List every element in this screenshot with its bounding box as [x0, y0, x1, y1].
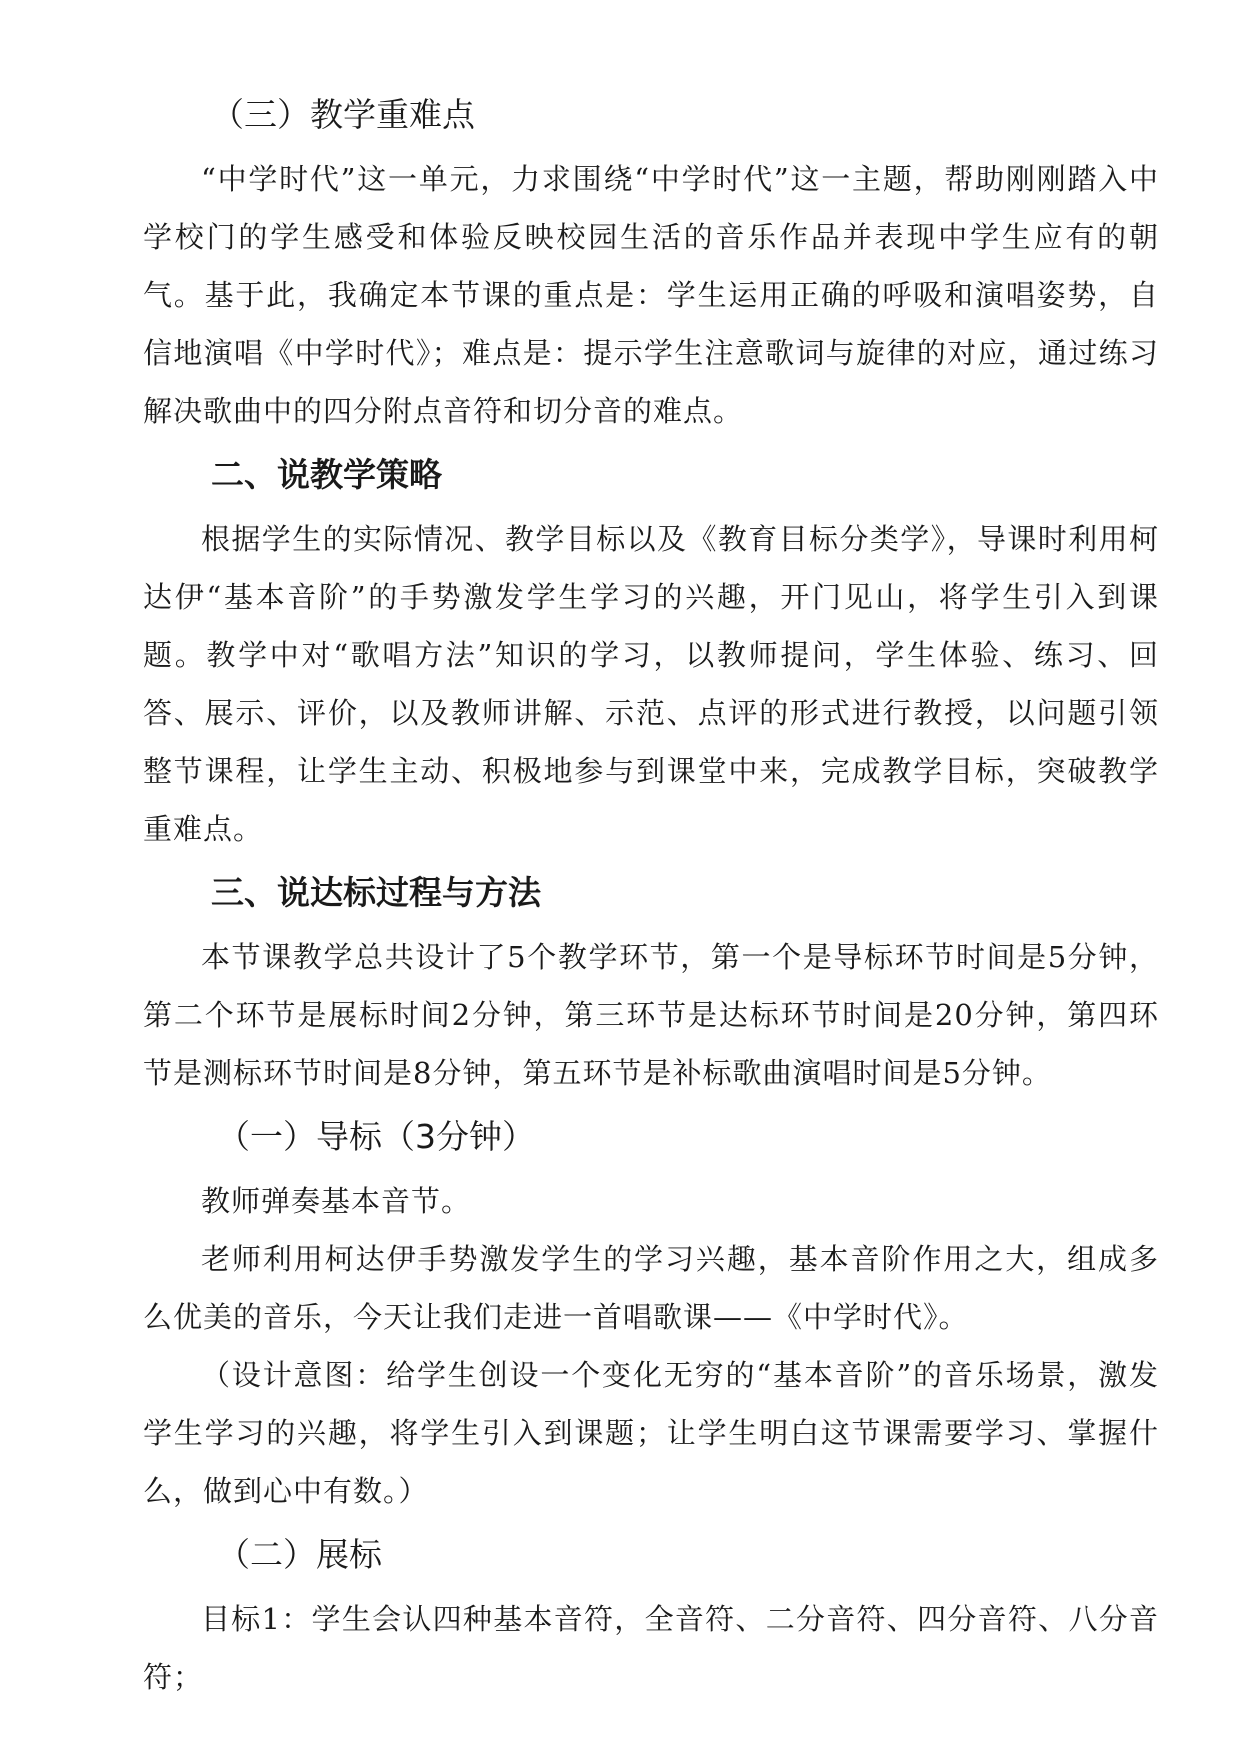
section-heading-show-target: （二）展标 — [217, 1535, 382, 1574]
paragraph-guide-target-1: 教师弹奏基本音节。 — [201, 1184, 472, 1218]
document-body — [143, 80, 1159, 1706]
paragraph-teaching-strategy: 根据学生的实际情况、教学目标以及《教育目标分类学》，导课时利用柯达伊“基本音阶”的手势激发学生学习的兴趣，开门见山，将学生引入到课题。教学中对“歌唱方法”知识的学习，以教师提问，学生体验、练习、回答、展示、评价，以及教师讲解、示范、点评的形式进行教授，以问题引领整节课程，让学生主动、积极地参与到课堂中来，完成教学目标，突破教学重难点。 — [143, 522, 1159, 846]
paragraph-key-difficult-points: “中学时代”这一单元，力求围绕“中学时代”这一主题，帮助刚刚踏入中学校门的学生感受和体验反映校园生活的音乐作品并表现中学生应有的朝气。基于此，我确定本节课的重点是：学生运用正确的呼吸和演唱姿势，自信地演唱《中学时代》；难点是：提示学生注意歌词与旋律的对应，通过练习解决歌曲中的四分附点音符和切分音的难点。 — [143, 162, 1159, 428]
section-heading-process-methods: 三、说达标过程与方法 — [211, 873, 541, 912]
section-heading-guide-target: （一）导标（3分钟） — [217, 1117, 535, 1156]
paragraph-design-intent: （设计意图：给学生创设一个变化无穷的“基本音阶”的音乐场景，激发学生学习的兴趣，将学生引入到课题；让学生明白这节课需要学习、掌握什么，做到心中有数。） — [143, 1358, 1159, 1508]
section-heading-teaching-strategy: 二、说教学策略 — [211, 455, 442, 494]
paragraph-guide-target-2: 老师利用柯达伊手势激发学生的学习兴趣，基本音阶作用之大，组成多么优美的音乐，今天让我们走进一首唱歌课——《中学时代》。 — [143, 1242, 1159, 1334]
section-heading-key-difficult-points: （三）教学重难点 — [211, 95, 475, 134]
paragraph-goal-1: 目标1：学生会认四种基本音符，全音符、二分音符、四分音符、八分音符； — [143, 1602, 1159, 1694]
paragraph-process-methods: 本节课教学总共设计了5个教学环节，第一个是导标环节时间是5分钟，第二个环节是展标时间2分钟，第三环节是达标环节时间是20分钟，第四环节是测标环节时间是8分钟，第五环节是补标歌曲演唱时间是5分钟。 — [143, 940, 1159, 1090]
